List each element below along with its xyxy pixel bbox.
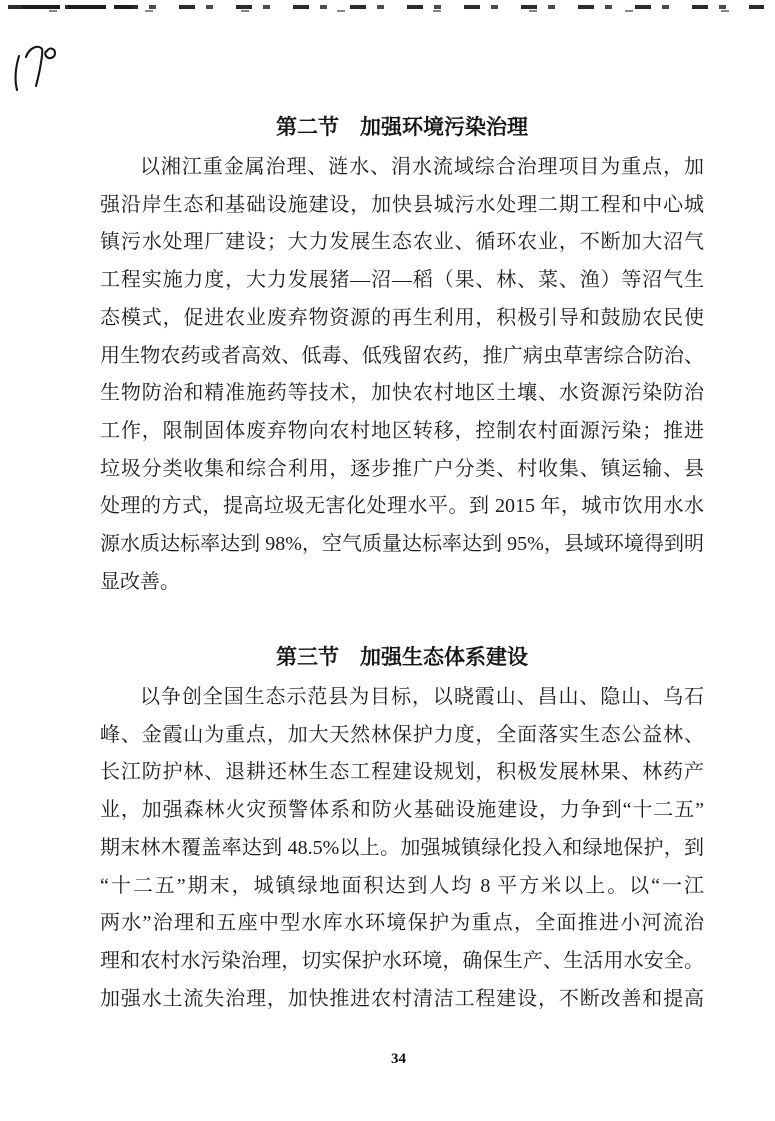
paragraph-line: 两水”治理和五座中型水库水环境保护为重点，全面推进小河流治 [100,912,704,935]
paragraph-line: 源水质达标率达到 98%，空气质量达标率达到 95%，县域环境得到明 [100,533,704,556]
paragraph-line: 以争创全国生态示范县为目标，以晓霞山、昌山、隐山、乌石 [140,686,704,708]
paragraph-line: 镇污水处理厂建设；大力发展生态农业、循环农业，不断加大沼气 [100,231,704,254]
paragraph-line: 态模式，促进农业废弃物资源的再生利用，积极引导和鼓励农民使 [100,306,704,329]
paragraph-line: “十二五”期末，城镇绿地面积达到人均 8 平方米以上。以“一江 [100,874,704,897]
paragraph-line: 加强水土流失治理，加快推进农村清洁工程建设，不断改善和提高 [100,987,704,1010]
page-number: 34 [391,1051,406,1067]
paragraph-line: 用生物农药或者高效、低毒、低残留农药，推广病虫草害综合防治、 [100,344,704,367]
paragraph-line: 处理的方式，提高垃圾无害化处理水平。到 2015 年，城市饮用水水 [100,495,704,518]
paragraph-line: 峰、金霞山为重点，加大天然林保护力度，全面落实生态公益林、 [100,723,704,746]
paragraph-line: 长江防护林、退耕还林生态工程建设规划，积极发展林果、林药产 [100,761,704,784]
paragraph-line: 期末林木覆盖率达到 48.5%以上。加强城镇绿化投入和绿地保护，到 [100,836,704,859]
scan-edge-artifact [8,5,764,13]
paragraph-line: 业，加强森林火灾预警体系和防火基础设施建设，力争到“十二五” [100,799,704,822]
section-3-paragraph [100,679,704,1018]
paragraph-line: 垃圾分类收集和综合利用，逐步推广户分类、村收集、镇运输、县 [100,457,704,480]
paragraph-line: 理和农村水污染治理，切实保护水环境，确保生产、生活用水安全。 [100,949,704,972]
paragraph-line: 工程实施力度，大力发展猪—沼—稻（果、林、菜、渔）等沼气生 [100,269,704,292]
handwritten-note-170 [8,40,62,100]
section-2-paragraph [100,149,704,601]
section-3-title: 第三节 加强生态体系建设 [276,645,528,669]
section-2-title: 第二节 加强环境污染治理 [276,115,528,139]
paragraph-line: 工作，限制固体废弃物向农村地区转移，控制农村面源污染；推进 [100,419,704,442]
paragraph-line: 以湘江重金属治理、涟水、涓水流域综合治理项目为重点，加 [140,156,704,178]
paragraph-line: 强沿岸生态和基础设施建设，加快县城污水处理二期工程和中心城 [100,193,704,216]
paragraph-line: 生物防治和精准施药等技术，加快农村地区土壤、水资源污染防治 [100,382,704,405]
paragraph-line: 显改善。 [100,570,180,593]
